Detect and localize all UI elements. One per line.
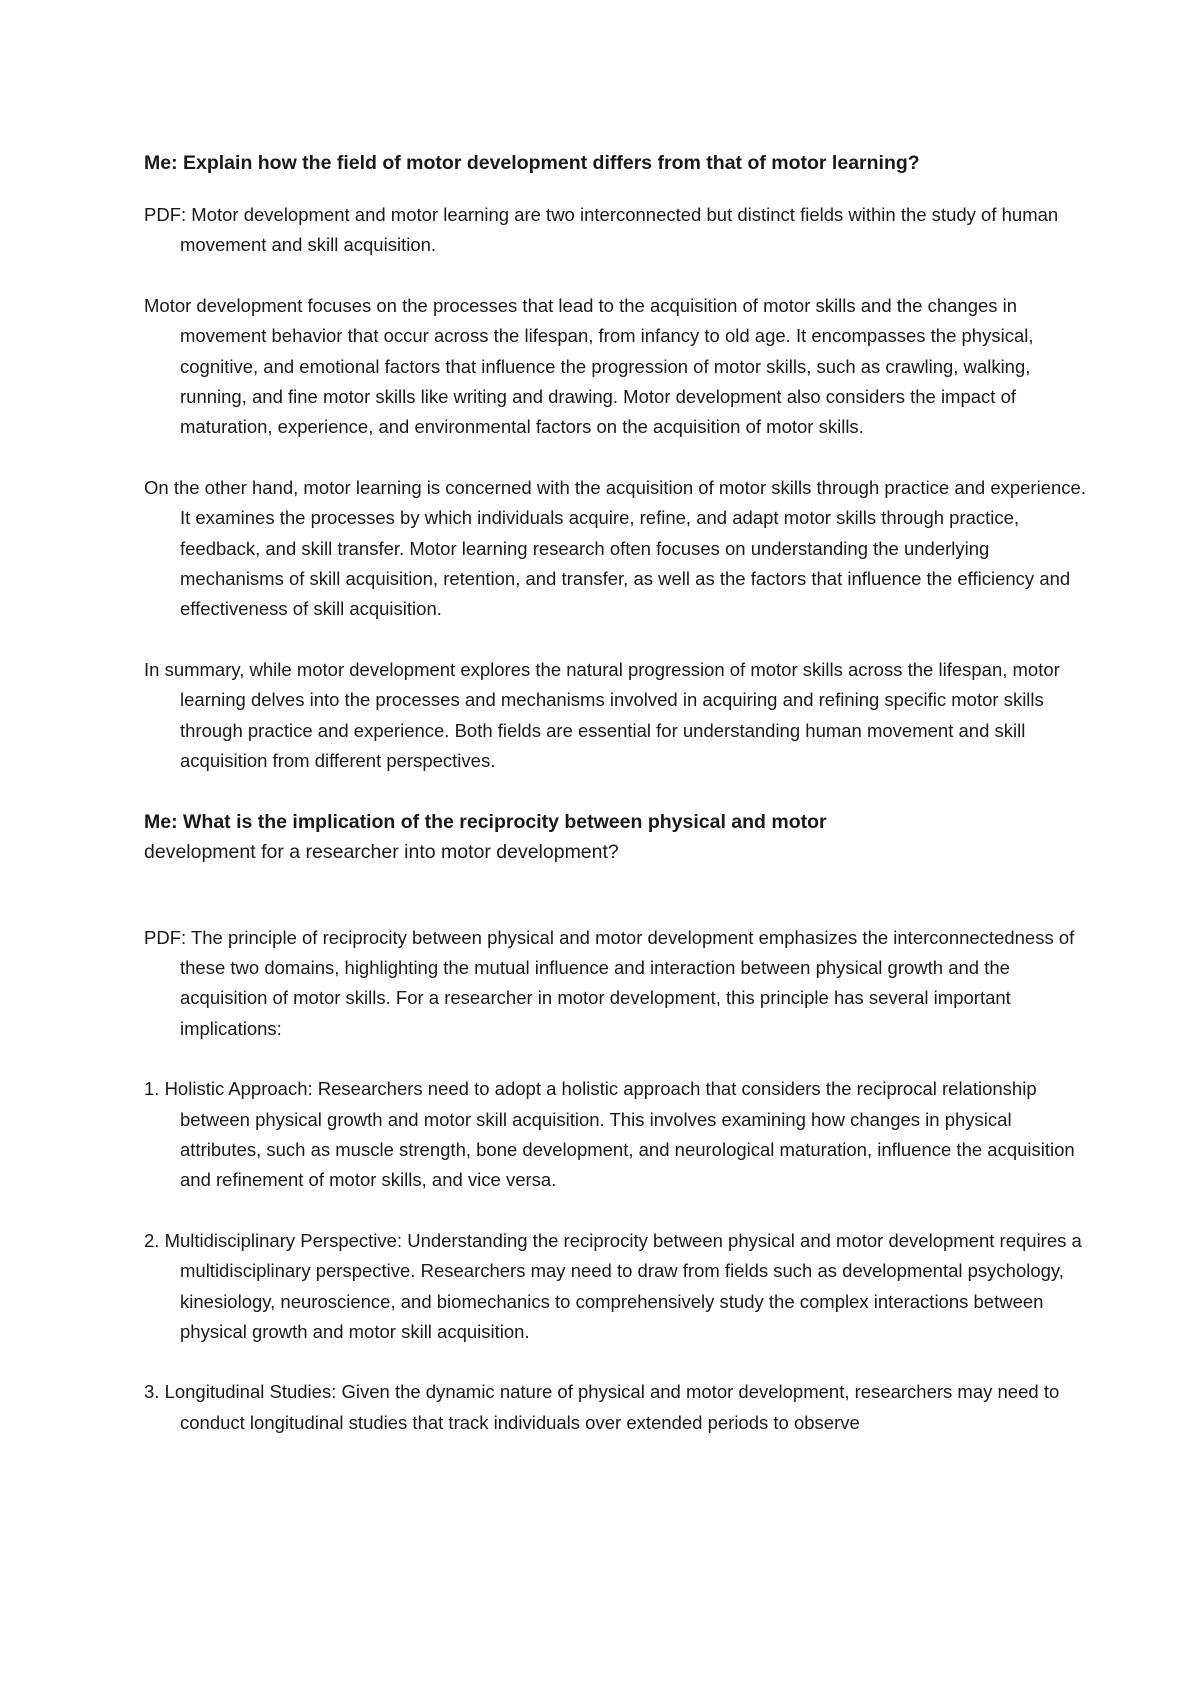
answer-paragraph: In summary, while motor development explores the natural progression of motor skills across the lifespan, motor learning delves into the processes and mechanisms involved in acquiring and refining specific motor skills through practice and experience. Both fields are essential for understanding human movement and skill acquisition from different perspectives.: [144, 658, 1060, 772]
question-heading: Me: Explain how the field of motor development differs from that of motor learning?: [144, 152, 920, 174]
answer-paragraph: PDF: The principle of reciprocity between physical and motor development emphasizes the interconnectedness of these two domains, highlighting the mutual influence and interaction between physical growth and the acquisition of motor skills. For a researcher in motor development, this principle has several important implications:: [144, 926, 1075, 1039]
list-item: 1. Holistic Approach: Researchers need to adopt a holistic approach that considers the reciprocal relationship between physical growth and motor skill acquisition. This involves examining how changes in physical attributes, such as muscle strength, bone development, and neurological maturation, influence the acquisition and refinement of motor skills, and vice versa.: [144, 1078, 1075, 1191]
list-item: 2. Multidisciplinary Perspective: Understanding the reciprocity between physical and motor development requires a multidisciplinary perspective. Researchers may need to draw from fields such as developmental psychology, kinesiology, neuroscience, and biomechanics to comprehensively study the complex interactions between physical growth and motor skill acquisition.: [144, 1229, 1082, 1342]
answer-paragraph: Motor development focuses on the processes that lead to the acquisition of motor skills and the changes in movement behavior that occur across the lifespan, from infancy to old age. It encompasses the physical, cognitive, and emotional factors that influence the progression of motor skills, such as crawling, walking, running, and fine motor skills like writing and drawing. Motor development also considers the impact of maturation, experience, and environmental factors on the acquisition of motor skills.: [144, 294, 1034, 438]
answer-paragraph: PDF: Motor development and motor learning are two interconnected but distinct fields within the study of human movement and skill acquisition.: [144, 204, 1059, 256]
question-heading-2-bold: Me: What is the implication of the reciprocity between physical and motor: [144, 810, 827, 833]
question-heading-2: [144, 807, 1080, 867]
list-item: 3. Longitudinal Studies: Given the dynamic nature of physical and motor development, researchers may need to conduct longitudinal studies that track individuals over extended periods to observe: [144, 1381, 1060, 1433]
answer-paragraph: On the other hand, motor learning is concerned with the acquisition of motor skills through practice and experience. It examines the processes by which individuals acquire, refine, and adapt motor skills through practice, feedback, and skill transfer. Motor learning research often focuses on understanding the underlying mechanisms of skill acquisition, retention, and transfer, as well as the factors that influence the efficiency and effectiveness of skill acquisition.: [144, 476, 1086, 620]
question-heading-2-plain: development for a researcher into motor development?: [144, 840, 619, 863]
